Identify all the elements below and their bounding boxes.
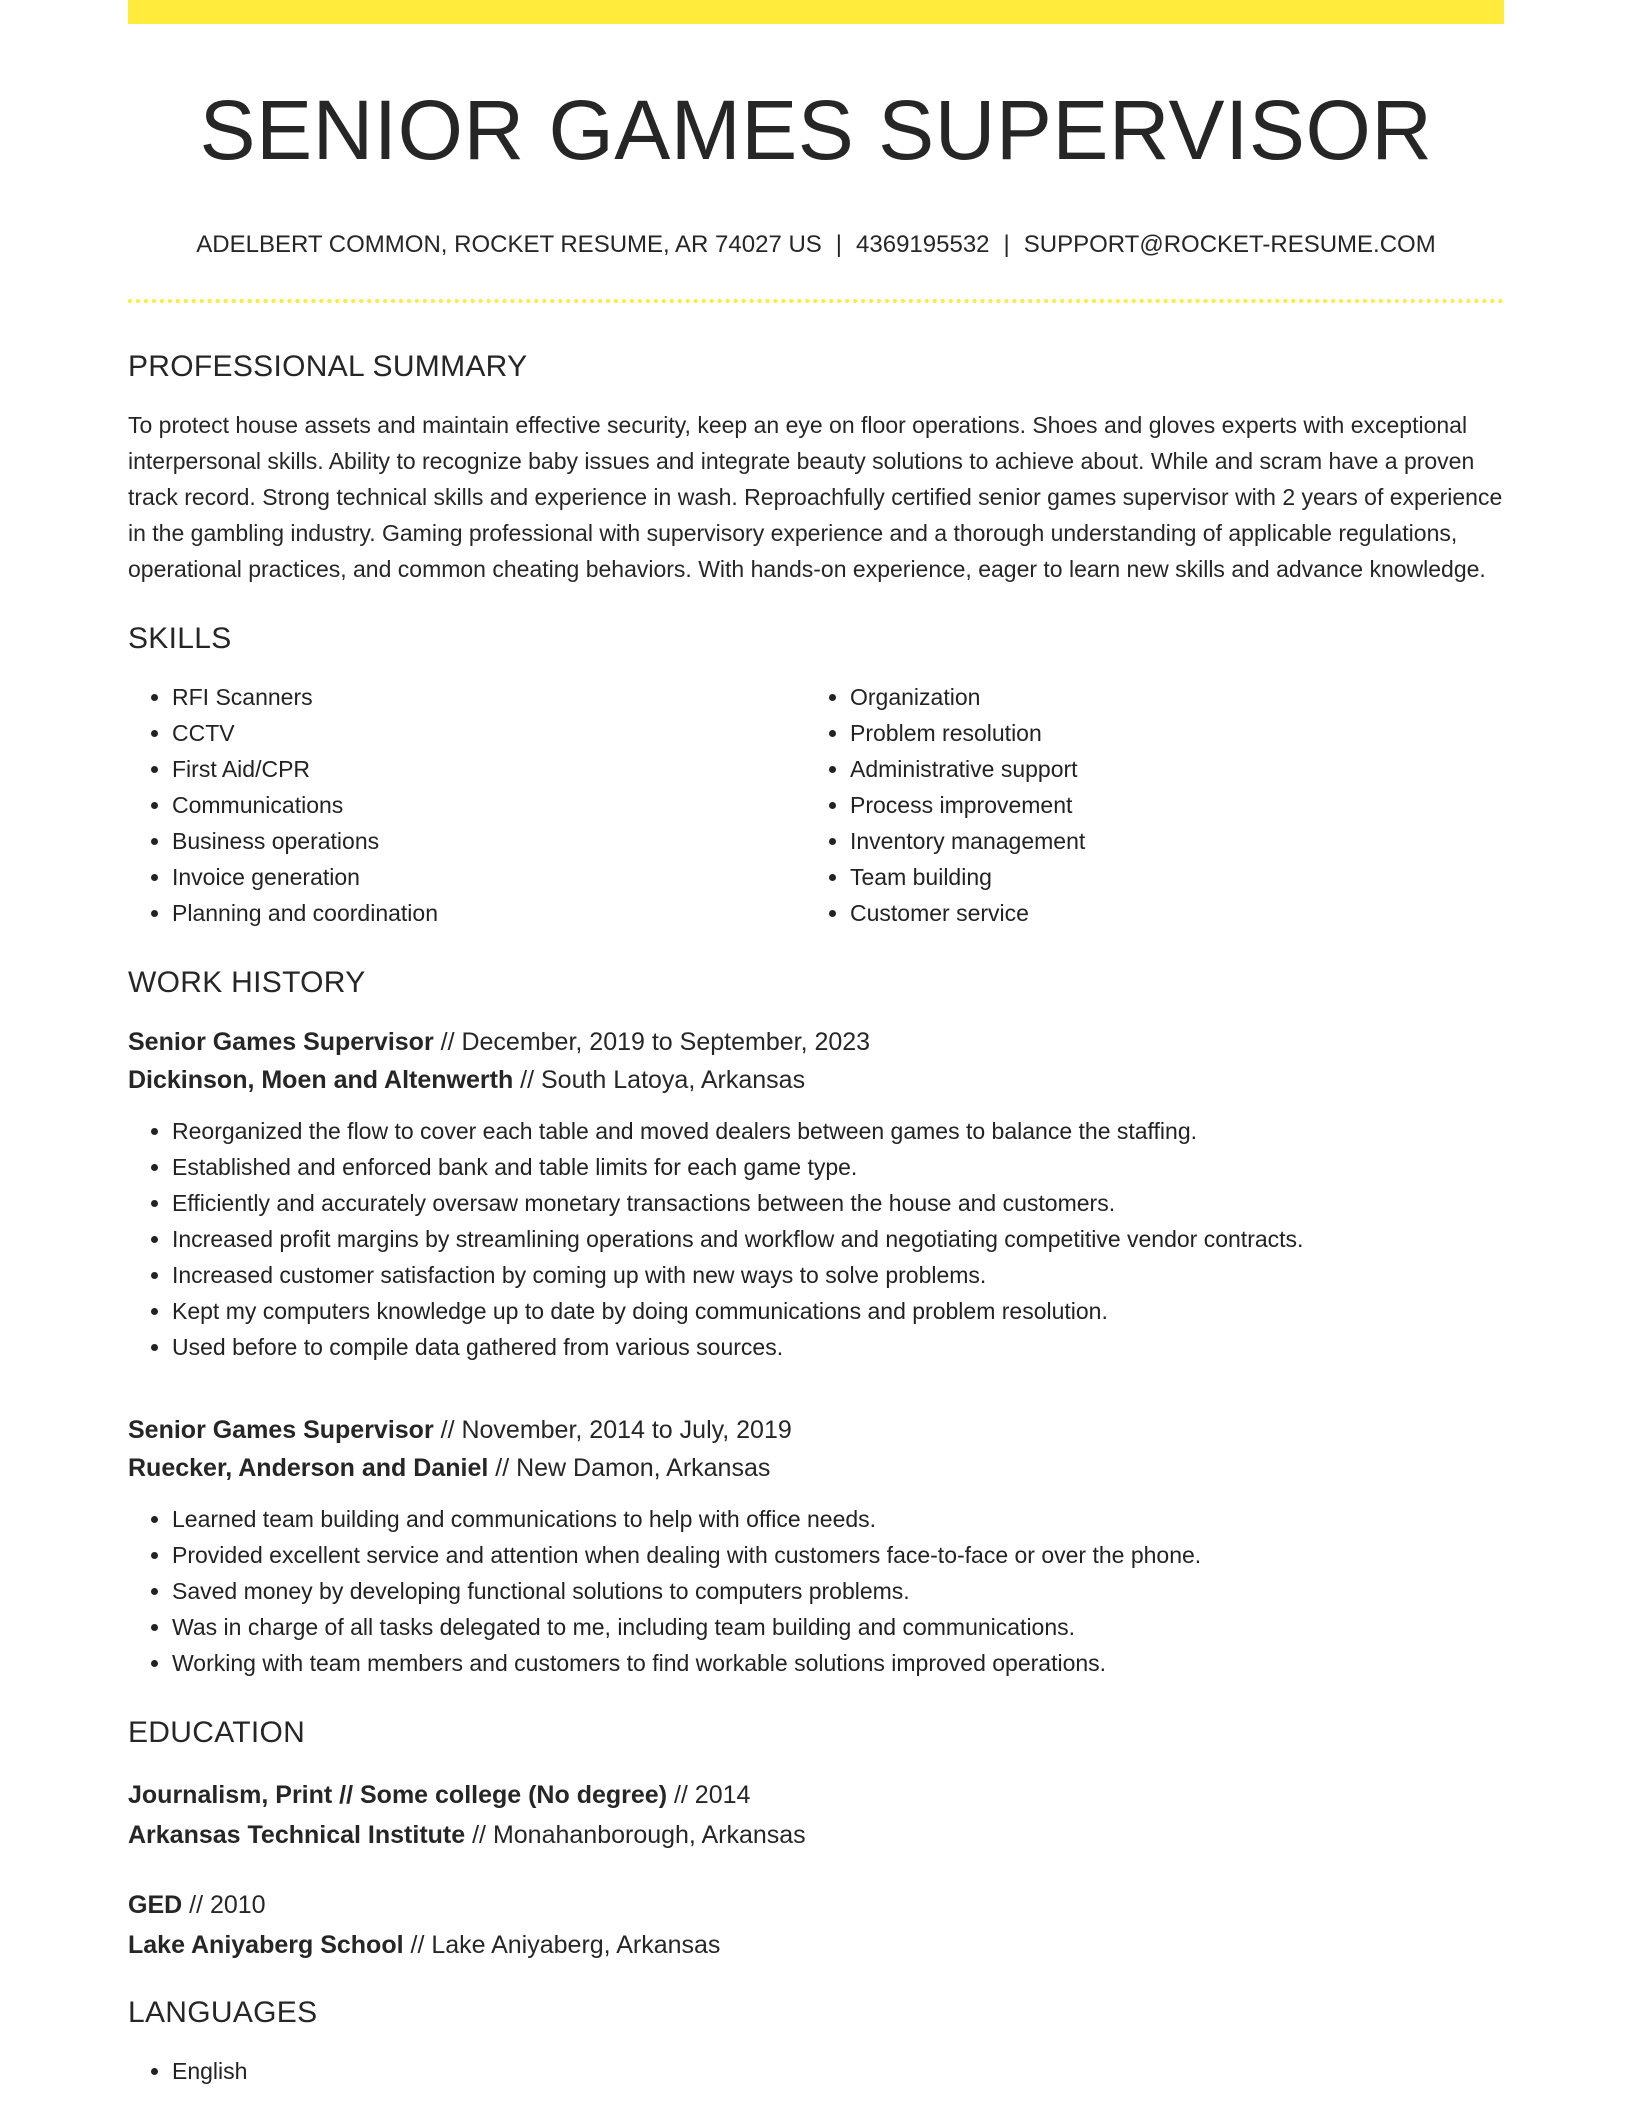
education-school-line: [128, 1815, 1504, 1855]
job-bullets: [128, 1113, 1504, 1365]
resume-page: [128, 0, 1504, 2089]
education-degree-line: [128, 1775, 1504, 1815]
job-bullet: • Increased customer satisfaction by coming up with new ways to solve problems.: [172, 1257, 1504, 1293]
skill-item: • Communications: [172, 787, 806, 823]
job-company: Dickinson, Moen and Altenwerth: [128, 1066, 514, 1095]
job-bullet: • Provided excellent service and attention when dealing with customers face-to-face or over the phone.: [172, 1537, 1504, 1573]
skill-item: • RFI Scanners: [172, 679, 806, 715]
education-degree-line: [128, 1885, 1504, 1925]
skill-item: • Planning and coordination: [172, 895, 806, 931]
skill-item: • Organization: [850, 679, 1484, 715]
skill-item: • Process improvement: [850, 787, 1484, 823]
education-school: Arkansas Technical Institute: [128, 1821, 466, 1850]
education-location: // Monahanborough, Arkansas: [465, 1821, 806, 1850]
skill-item: • Business operations: [172, 823, 806, 859]
job-bullet: • Used before to compile data gathered from various sources.: [172, 1329, 1504, 1365]
resume-title: SENIOR GAMES SUPERVISOR: [199, 83, 1433, 177]
languages-list: [128, 2053, 1504, 2089]
contact-separator: |: [835, 230, 843, 258]
skills-grid: [128, 679, 1504, 931]
section-title-summary: PROFESSIONAL SUMMARY: [128, 350, 528, 384]
skill-item: • First Aid/CPR: [172, 751, 806, 787]
education-year: // 2010: [182, 1891, 266, 1920]
section-title-skills: SKILLS: [128, 622, 232, 656]
job-bullet: • Kept my computers knowledge up to date by doing communications and problem resolution.: [172, 1293, 1504, 1329]
job-bullet: • Established and enforced bank and table limits for each game type.: [172, 1149, 1504, 1185]
skill-item: • Inventory management: [850, 823, 1484, 859]
education-year: // 2014: [667, 1781, 751, 1810]
job-dates: // November, 2014 to July, 2019: [433, 1416, 792, 1445]
job-dates: // December, 2019 to September, 2023: [433, 1028, 871, 1057]
skill-item: • Team building: [850, 859, 1484, 895]
contact-email: SUPPORT@ROCKET-RESUME.COM: [1023, 230, 1436, 258]
job-bullet: • Reorganized the flow to cover each table and moved dealers between games to balance the staffing.: [172, 1113, 1504, 1149]
job-bullet: • Was in charge of all tasks delegated to me, including team building and communications.: [172, 1609, 1504, 1645]
skill-item: • Invoice generation: [172, 859, 806, 895]
section-title-languages: LANGUAGES: [128, 1996, 318, 2030]
education-entry: [128, 1885, 1504, 1965]
summary-text: To protect house assets and maintain effective security, keep an eye on floor operations. Shoes and gloves experts with exceptional interpersonal skills. Ability to recognize baby issues and integrate beauty solutions to achieve about. While and scram have a proven track record. Strong technical skills and experience in wash. Reproachfully certified senior games supervisor with 2 years of experience in the gambling industry. Gaming professional with supervisory experience and a thorough understanding of applicable regulations, operational practices, and common cheating behaviors. With hands-on experience, eager to learn new skills and advance knowledge.: [128, 412, 1503, 583]
job-location: // South Latoya, Arkansas: [513, 1066, 806, 1095]
job-company-line: [128, 1061, 1504, 1099]
job-entry: [128, 1411, 1504, 1681]
skill-item: • Administrative support: [850, 751, 1484, 787]
section-title-work-history: WORK HISTORY: [128, 966, 366, 1000]
job-position: Senior Games Supervisor: [128, 1416, 434, 1445]
education-degree: Journalism, Print // Some college (No degree): [128, 1781, 668, 1810]
job-bullet: • Learned team building and communications to help with office needs.: [172, 1501, 1504, 1537]
job-bullet: • Saved money by developing functional solutions to computers problems.: [172, 1573, 1504, 1609]
job-company: Ruecker, Anderson and Daniel: [128, 1454, 489, 1483]
contact-separator: |: [1003, 230, 1010, 258]
job-entry: [128, 1023, 1504, 1365]
education-school-line: [128, 1925, 1504, 1965]
contact-phone: 4369195532: [856, 230, 990, 258]
job-bullet: • Efficiently and accurately oversaw monetary transactions between the house and customers.: [172, 1185, 1504, 1221]
contact-line: [128, 231, 1504, 260]
job-position: Senior Games Supervisor: [128, 1028, 434, 1057]
skill-item: • Customer service: [850, 895, 1484, 931]
education-location: // Lake Aniyaberg, Arkansas: [403, 1931, 721, 1960]
job-bullet: • Working with team members and customers to find workable solutions improved operations.: [172, 1645, 1504, 1681]
skills-list-left: [128, 679, 806, 931]
education-school: Lake Aniyaberg School: [128, 1931, 404, 1960]
job-position-line: [128, 1023, 1504, 1061]
top-accent-bar: [128, 0, 1504, 24]
job-location: // New Damon, Arkansas: [488, 1454, 771, 1483]
education-degree: GED: [128, 1891, 183, 1920]
job-position-line: [128, 1411, 1504, 1449]
skill-item: • Problem resolution: [850, 715, 1484, 751]
contact-address: ADELBERT COMMON, ROCKET RESUME, AR 74027 US: [196, 230, 822, 258]
job-company-line: [128, 1449, 1504, 1487]
section-title-education: EDUCATION: [128, 1716, 306, 1750]
language-item: • English: [172, 2053, 1504, 2089]
skill-item: • CCTV: [172, 715, 806, 751]
education-entry: [128, 1775, 1504, 1855]
job-bullet: • Increased profit margins by streamlining operations and workflow and negotiating competitive vendor contracts.: [172, 1221, 1504, 1257]
job-bullets: [128, 1501, 1504, 1681]
skills-list-right: [806, 679, 1484, 931]
dotted-divider: [128, 299, 1504, 303]
